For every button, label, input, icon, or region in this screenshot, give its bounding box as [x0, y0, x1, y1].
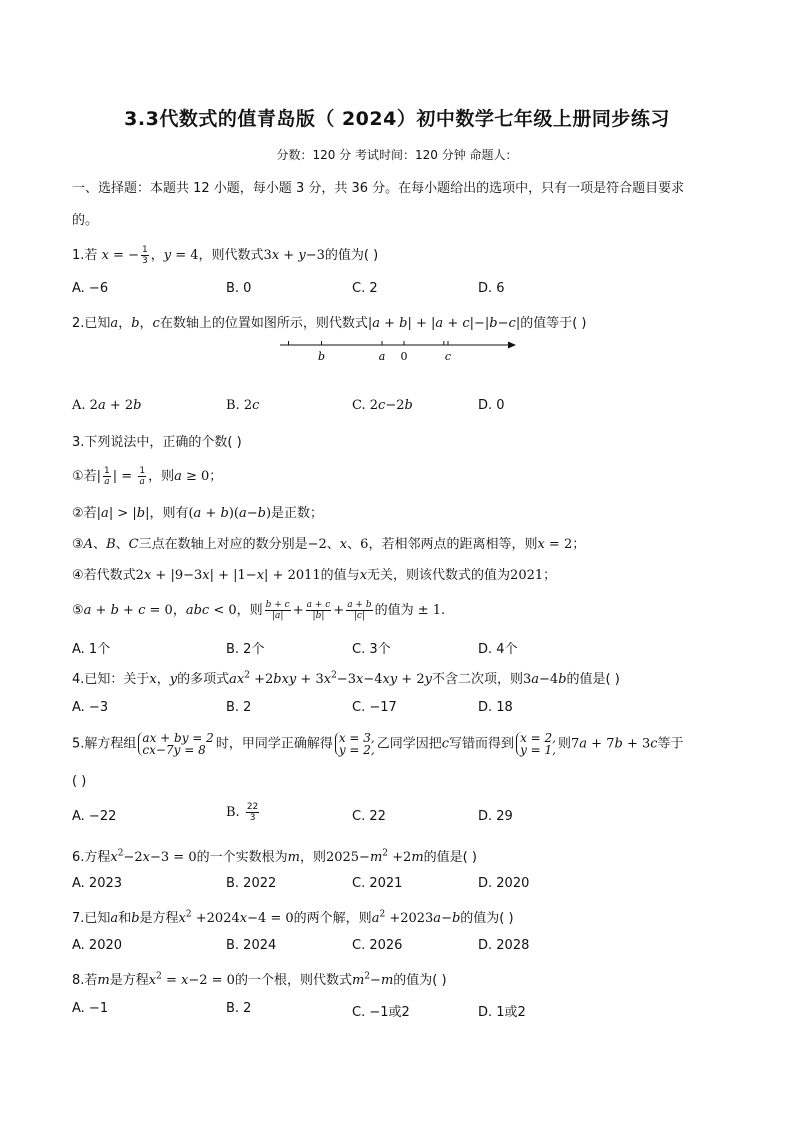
exam-info: 分数：120 分 考试时间：120 分钟 命题人：: [276, 148, 518, 162]
option-d: D. 1或2: [478, 1005, 526, 1020]
arrow-right-icon: [508, 342, 516, 349]
option-b: B. 2: [226, 700, 252, 715]
statement-1: ①若| $\frac{1}{a}$ | = $\frac{1}{a}$ ，则a ≥ 0；: [72, 466, 223, 487]
question-number: 5.: [72, 736, 85, 752]
question-2: 2.已知a，b，c在数轴上的位置如图所示，则代数式|a + b| + |a + c|−|b−c|的值等于( ): [72, 316, 587, 331]
option-b: B. 0: [226, 281, 252, 296]
number-line-label-0: 0: [400, 350, 408, 363]
statement-4: ④若代数式2x + |9−3x| + |1−x| + 2011的值与x无关，则该代数式的值为2021；: [72, 568, 557, 583]
question-number: 4.: [72, 672, 85, 687]
equation-system: ax + by = 2 cx−7y = 8: [138, 732, 213, 756]
option-d: D. 0: [478, 398, 505, 413]
statement-3: ③A、B、C三点在数轴上对应的数分别是−2、x、6，若相邻两点的距离相等，则x = 2；: [72, 537, 586, 552]
math: x: [101, 248, 109, 263]
option-b: B. 2022: [226, 876, 277, 891]
option-c: C. 2021: [352, 876, 403, 891]
fraction: $\frac{1}{3}$: [141, 245, 148, 266]
option-c: C. 3个: [352, 642, 391, 657]
question-7: 7.已知a和b是方程$x^2 +2024x-4 = 0$的两个解，则$a^2 +2023a-b$的值为( ): [72, 909, 514, 926]
question-6: 6.方程$x^2-2x-3 = 0$的一个实数根为m，则$2025-m^2 +2m$的值是( ): [72, 848, 477, 865]
option-c: C. 22: [352, 809, 386, 824]
question-number: 6.: [72, 850, 85, 865]
question-3: 3.下列说法中，正确的个数( ): [72, 435, 242, 450]
option-b: B. 2c: [226, 398, 260, 413]
question-8: 8.若m是方程$x^2 = x-2 = 0$的一个根，则代数式$m^2-m$的值为( ): [72, 971, 447, 988]
section-instructions-cont: 的。: [72, 213, 99, 228]
question-number: 7.: [72, 911, 85, 926]
option-b: B. 2024: [226, 938, 277, 953]
solution-system: x = 3, y = 2,: [335, 732, 375, 756]
question-number: 3.: [72, 435, 85, 450]
option-b: B. 2: [226, 1001, 252, 1016]
statement-2: ②若|a| > |b|，则有(a + b)(a−b)是正数；: [72, 506, 324, 521]
number-line-label-b: b: [317, 350, 326, 363]
option-d: D. 4个: [478, 642, 518, 657]
option-a: A. 2023: [72, 876, 123, 891]
option-a: A. −1: [72, 1001, 109, 1016]
statement-5: ⑤a + b + c = 0，abc < 0，则 $\frac{b + c}{|a|}$ + $\frac{a + c}{|b|}$ + $\frac{a + b}{|c|}$ 的值为 ± 1.: [72, 600, 446, 621]
number-line: [272, 334, 522, 368]
question-1: 1.若 x = − $\frac{1}{3}$ ，y = 4，则代数式3x + y−3的值为( ): [72, 245, 379, 266]
option-c: C. 2026: [352, 938, 403, 953]
option-c: C. 2c−2b: [352, 398, 413, 413]
page-title: 3.3代数式的值青岛版（ 2024）初中数学七年级上册同步练习: [124, 108, 670, 130]
option-a: A. −22: [72, 809, 117, 824]
option-c: C. −1或2: [352, 1005, 410, 1020]
number-line-label-a: a: [378, 350, 386, 363]
question-4: 4.已知：关于x，y的多项式$ax^2 +2bxy + 3x^2-3x-4xy + 2y$不含二次项，则3a−4b的值是( ): [72, 670, 620, 687]
question-number: 2.: [72, 316, 85, 331]
question-number: 1.: [72, 248, 85, 263]
option-c: C. −17: [352, 700, 397, 715]
option-d: D. 2028: [478, 938, 530, 953]
question-5: 5.解方程组 ax + by = 2 cx−7y = 8 时，甲同学正确解得 x = 3, y = 2, 乙同学因把c写错而得到 x = 2, y = 1, 则7a + 7b + 3c等于: [72, 731, 684, 757]
option-b: B. 2个: [226, 642, 265, 657]
option-d: D. 18: [478, 700, 513, 715]
option-a: A. 2a + 2b: [72, 398, 142, 413]
option-c: C. 2: [352, 281, 378, 296]
question-5-cont: ( ): [72, 774, 87, 789]
option-a: A. −3: [72, 700, 109, 715]
option-b: B. $\frac{22}{3}$: [226, 802, 259, 823]
section-instructions: 一、选择题：本题共 12 小题，每小题 3 分，共 36 分。在每小题给出的选项中，只有一项是符合题目要求: [72, 181, 685, 196]
option-d: D. 29: [478, 809, 513, 824]
option-d: D. 2020: [478, 876, 530, 891]
option-d: D. 6: [478, 281, 505, 296]
question-number: 8.: [72, 973, 85, 988]
option-a: A. −6: [72, 281, 109, 296]
wrong-solution-system: x = 2, y = 1,: [516, 732, 556, 756]
number-line-label-c: c: [444, 350, 452, 363]
option-a: A. 1个: [72, 642, 111, 657]
option-a: A. 2020: [72, 938, 123, 953]
